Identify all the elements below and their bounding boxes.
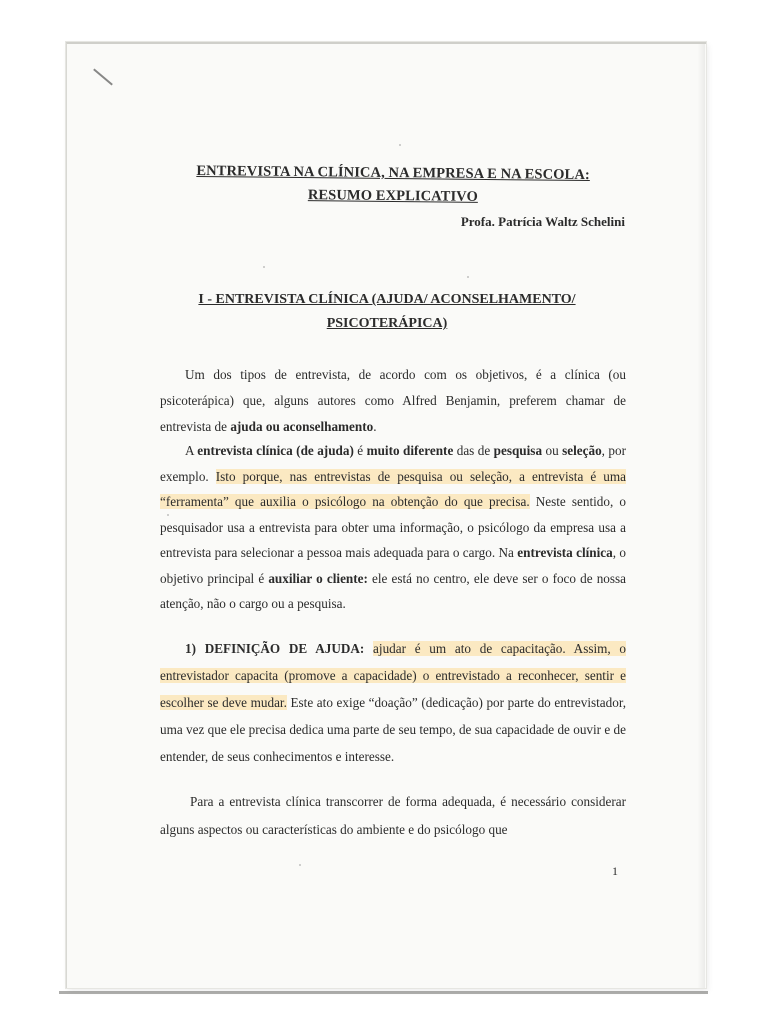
paragraph-2-text: ou xyxy=(542,443,563,458)
paragraph-2-text: A xyxy=(185,443,198,458)
page-number: 1 xyxy=(612,864,618,878)
paragraph-2-bold: pesquisa xyxy=(493,443,543,458)
document-title: ENTREVISTA NA CLÍNICA, NA EMPRESA E NA ESCOLA: RESUMO EXPLICATIVO xyxy=(196,162,590,205)
paper-speck xyxy=(299,864,301,866)
paragraph-4: Para a entrevista clínica transcorrer de forma adequada, é necessário considerar alguns aspectos ou características do ambiente e do psicólogo que xyxy=(160,794,626,837)
paragraph-2-bold: seleção xyxy=(562,443,602,458)
paragraph-2-bold: auxiliar o cliente: xyxy=(268,570,368,586)
paragraph-2 xyxy=(160,438,626,617)
paragraph-2-text: Neste sentido, o pesquisador usa a entrevista para obter uma informação, o psicólogo da empresa usa a entrevista para selecionar a pessoa mais adequada para o cargo. Na xyxy=(160,494,626,560)
document-author: Profa. Patrícia Waltz Schelini xyxy=(460,214,625,229)
definition-label: 1) DEFINIÇÃO DE AJUDA: xyxy=(185,641,365,656)
pen-mark xyxy=(93,69,113,86)
paragraph-2-bold: entrevista clínica xyxy=(517,545,613,560)
paragraph-2-text: ele está no centro, ele deve ser o foco de nossa atenção, não o cargo ou a pesquisa. xyxy=(160,570,626,611)
paragraph-1-text-end: . xyxy=(373,419,377,434)
paragraph-1 xyxy=(160,362,626,440)
paper-speck xyxy=(399,144,401,146)
paragraph-2-text: é xyxy=(353,443,367,458)
document-page xyxy=(66,42,706,988)
paragraph-2-text: , o objetivo principal é xyxy=(160,545,627,586)
paragraph-2-text: , por exemplo. xyxy=(160,443,626,484)
paragraph-3 xyxy=(160,635,626,770)
paragraph-3-text: Este ato exige “doação” (dedicação) por parte do entrevistador, uma vez que ele precisa dedica uma parte de seu tempo, de sua capacidade de ouvir e de entender, de seus conhecimentos e interesse. xyxy=(160,695,626,764)
paragraph-2-bold: entrevista clínica (de ajuda) xyxy=(197,443,354,458)
page-edge-shadow xyxy=(697,44,705,988)
paragraph-3-highlight: ajudar é um ato de capacitação. Assim, o entrevistador capacita (promove a capacidade) o entrevistado a reconhecer, sentir e escolher se deve mudar. xyxy=(160,641,627,710)
paragraph-2-bold: muito diferente xyxy=(366,443,454,458)
paragraph-2-highlight: Isto porque, nas entrevistas de pesquisa ou seleção, a entrevista é uma “ferramenta” que auxilia o psicólogo na obtenção do que precisa. xyxy=(160,468,626,509)
paragraph-2-text: das de xyxy=(453,443,494,458)
paragraph-1-bold: ajuda ou aconselhamento xyxy=(230,419,374,434)
paper-speck xyxy=(263,266,265,268)
paper-speck xyxy=(467,276,469,278)
paragraph-1-text-start: Um dos tipos de entrevista, de acordo com os objetivos, é a clínica (ou psicoterápica) que, alguns autores como Alfred Benjamin, preferem chamar de entrevista de xyxy=(160,367,626,434)
section-heading: I - ENTREVISTA CLÍNICA (AJUDA/ ACONSELHAMENTO/ PSICOTERÁPICA) xyxy=(198,292,576,331)
